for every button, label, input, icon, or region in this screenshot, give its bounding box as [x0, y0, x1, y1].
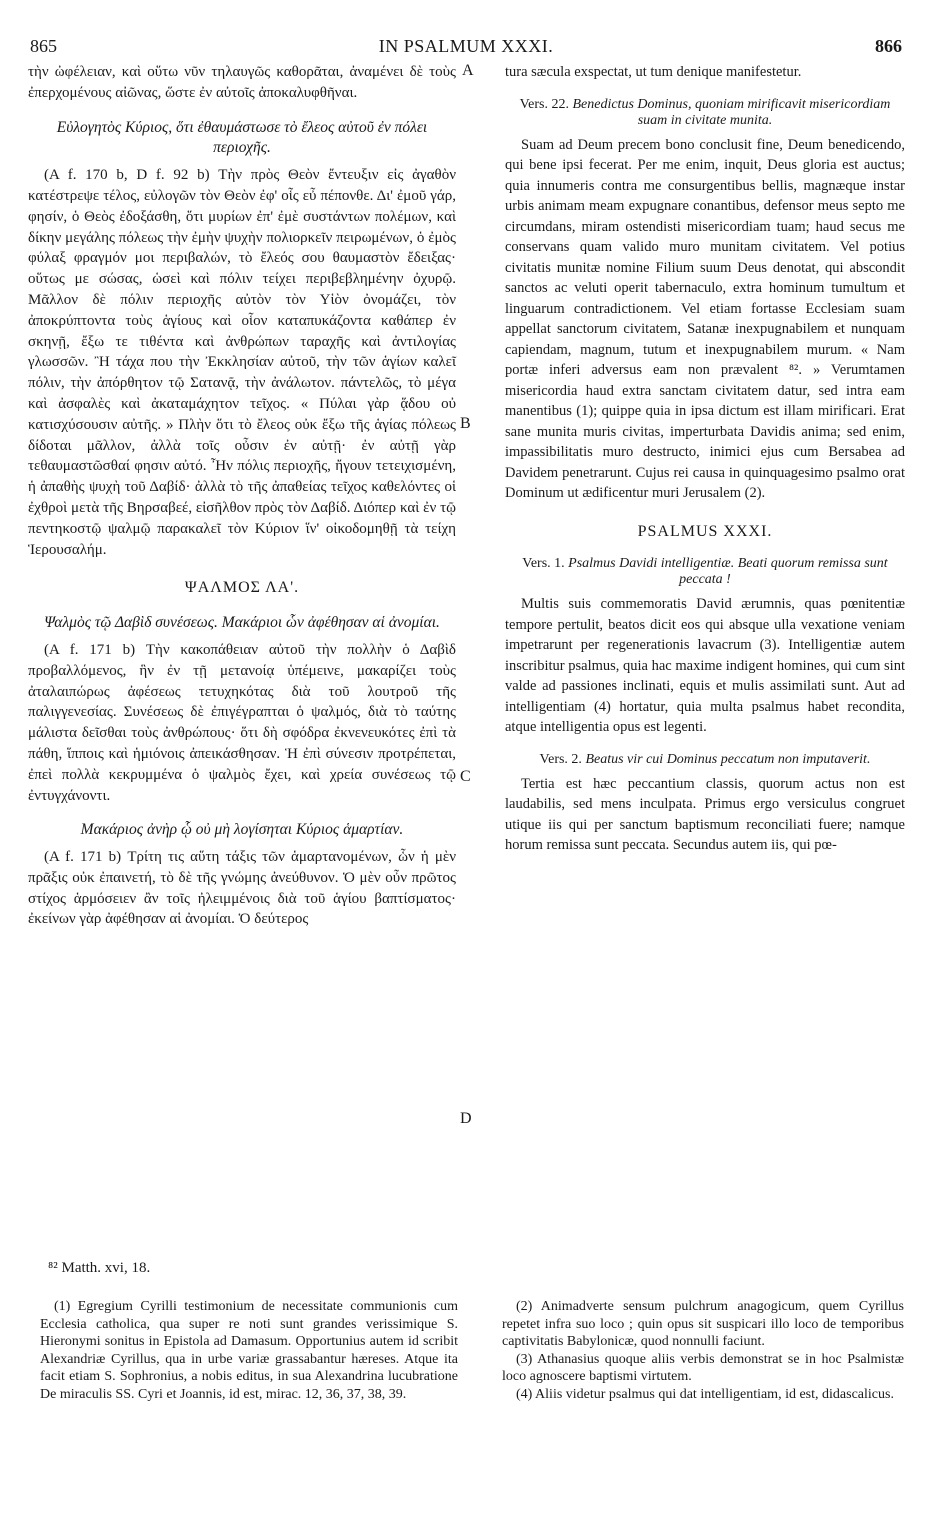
margin-marker-a: A	[462, 62, 474, 79]
page-number-left: 865	[30, 36, 57, 56]
greek-verse-heading-3: Μακάριος ἀνὴρ ᾧ οὐ μὴ λογίσηται Κύριος ἁμαρτίαν.	[80, 821, 404, 839]
greek-paragraph-4: (A f. 171 b) Τρίτη τις αὕτη τάξις τῶν ἁμαρτανομένων, ὧν ἡ μὲν πρᾶξις οὐκ ἐπαινετή, τὸ δὲ τῆς γνώμης ἀνεύθυνον. Ὁ μὲν οὖν πρῶτος στίχος ἁρμόσειεν ἂν τοῖς ἠλειμμένοις διὰ τοῦ ἁγίου βαπτίσματος· ἐκείνων γὰρ ἀφέθησαν αἱ ἀνομίαι. Ὁ δεύτερος	[28, 849, 456, 928]
latin-verse-heading-2	[505, 556, 905, 588]
page-number-right: 866	[875, 36, 902, 56]
note-3: (3) Athanasius quoque aliis verbis demonstrat se in hoc Psalmistæ loco agnoscere baptismi virtutem.	[502, 1351, 904, 1384]
verse-number: Vers. 1.	[522, 556, 565, 571]
running-title: IN PSALMUM XXXI.	[378, 36, 554, 56]
verse-number: Vers. 2.	[539, 751, 582, 767]
latin-verse-heading-1	[505, 97, 905, 129]
verse-number: Vers. 22.	[519, 96, 569, 112]
latin-paragraph-1: tura sæcula exspectat, ut tum denique manifestetur.	[505, 64, 802, 80]
greek-paragraph-2: (A f. 170 b, D f. 92 b) Τὴν πρὸς Θεὸν ἔντευξιν εἰς ἀγαθὸν κατέστρεψε τέλος, εὐλογῶν τὸν Θεὸν ἐφ' οἷς εὖ πέπονθε. Δι' ἐμοῦ γάρ, φησίν, ὁ Θεὸς ἐδοξάσθη, ὅτι μυρίων ἐπ' ἐμὲ συστάντων πολέμων, καὶ δίκην μεγάλης πόλεως τὴν ἐμὴν ψυχὴν πολιορκεῖν πειρωμένων, ὁ ἐμὸς φύλαξ φραγμόν μοι περιβαλών, τὸ ἔλεός σου θαυμαστὸν ἔδειξας· οὕτως με σώσας, ὡσεὶ καὶ πόλιν τείχει περιβεβλημένην ὀχυρῷ. Μᾶλλον δὲ πόλιν περιοχῆς αὐτὸν τὸν Υἱὸν ὀνομάζει, τὸν ἀποκρύπτοντα τοὺς ἁγίους καὶ οἷον καταπυκάζοντα καθάπερ ἐν σκηνῇ, ἔξω τε τιθέντα καὶ ἀνθρώπων ταραχῆς καὶ ἀντιλογίας γλωσσῶν. Ἢ τάχα που τὴν Ἐκκλησίαν αὐτοῦ, τὴν τῶν ἁγίων καλεῖ πόλιν, τὴν ἀπόρθητον τῷ Σατανᾷ, τὴν ἀνάλωτον. πάντελῶς, τὸ μέγα καὶ ἀσφαλὲς καὶ ἀκαταμάχητον τεῖχος. « Πύλαι γὰρ ᾅδου οὐ κατισχύσουσιν αὐτῆς. » Πλὴν ὅτι τὸ ἔλεος οὐκ ἔξω τῆς ἁγίας πόλεως δίδοται μᾶλλον, ἀλλὰ τοῖς οὖσιν ἐν αὐτῇ· ἐν αὐτῇ γὰρ τεθαυμαστῶσθαί φησιν αὐτό. Ἦν πόλις περιοχῆς, ἤγουν τετειχισμένη, ἡ ἀπαθὴς ψυχὴ τοῦ Δαβίδ· ἀλλὰ τὸ τῆς ἀπαθείας τεῖχος καθελόντες οἱ ἐχθροὶ μετὰ τῆς Βηρσαβεέ, εἰσῆλθον πρὸς τὸν Δαβίδ. Διόπερ καὶ ἐν τῷ πεντηκοστῷ ψαλμῷ παρακαλεῖ τὸν Κύριον ἵν' οἰκοδομηθῇ τὰ τείχη Ἱερουσαλήμ.	[28, 167, 456, 558]
running-header	[30, 36, 902, 58]
latin-paragraph-3: Multis suis commemoratis David ærumnis, quas pœnitentiæ tempore pertulit, beatos dicit eos qui absque ulla vexatione veniam impetrarunt per regenerationis lavacrum (3). Intelligentiæ autem inscribitur psalmus, quia hac maxime indigent homines, qui cum sint valde ad passiones inclinati, equis et mulis assimilati sunt. Aut ad intelligentiam (4) hortatur, quia multa psalmus habet recondita, atque intelligentia opus est legenti.	[505, 596, 905, 735]
notes-left	[40, 1298, 458, 1403]
verse-text: Psalmus Davidi intelligentiæ. Beati quorum remissa sunt peccata !	[568, 556, 888, 587]
note-1: (1) Egregium Cyrilli testimonium de necessitate communionis cum Ecclesia catholica, qua super re noti sunt grandes verissimique S. Hieronymi sonitus in Epistola ad Damasum. Opportunius autem id scribit Alexandriæ Cyrillus, qua in urbe variæ grassabantur hæreses. Atque ita facit etiam S. Sophronius, a nobis editus, in sua Alexandrina lucubratione De miraculis SS. Cyri et Joannis, id est, mirac. 12, 36, 37, 38, 39.	[40, 1299, 458, 1402]
latin-paragraph-2: Suam ad Deum precem bono conclusit fine, Deum benedicendo, qui bene ipsi fecerat. Per me enim, inquit, Deus gloria est auctus; quia innumeris contra me consurgentibus bellis, magnæque instar urbis animam meam expugnare conantibus, defensor meus septo me circumdans, miram ostendisti misericordiam tuam; haud secus me conservans quam valido muro munitam civitatem. Vel potius civitatis munitæ nomine Filium suum Deus denotat, qui abscondit sanctos ac veluti operit tabernaculo, extra hominum tumultum et linguarum contradictionem. Vel etiam fortasse Ecclesiam suam appellat sanctorum civitatem, Satanæ inexpugnabilem et nunquam capiendam, magnum, tutum et inexpugnabilem murum. « Nam portæ inferi adversus eam non prævalent ⁸². » Verumtamen misericordia haud extra sanctam civitatem datur, sed intra eam manentibus (1); quippe quia in ipsa dictum est illam mirificari. Erat sane munita muris civitas, imperturbata Davidis anima; sed enim, impassibilitatis muro destructo, inimici ejus cum Bersabea ad Davidem penetrarunt. Cujus rei causa in quinquagesimo psalmo orat Dominum ut ædificentur muri Jerusalem (2).	[505, 136, 905, 501]
greek-verse-heading-1: Εὐλογητὸς Κύριος, ὅτι ἐθαυμάστωσε τὸ ἔλεος αὐτοῦ ἐν πόλει περιοχῆς.	[56, 118, 428, 157]
verse-text: Benedictus Dominus, quoniam mirificavit misericordiam suam in civitate munita.	[572, 96, 891, 128]
latin-paragraph-4: Tertia est hæc peccantium classis, quorum actus non est laudabilis, sed mens inculpata. Primus ergo versiculus congruet utique iis qui per sanctum baptismum reconciliati fuere; namque horum remissa sunt peccata. Secundus autem iis, qui pœ-	[505, 775, 905, 853]
greek-paragraph-3: (A f. 171 b) Τὴν κακοπάθειαν αὐτοῦ τὴν πολλὴν ὁ Δαβὶδ προβαλλόμενος, ἣν ἐν τῇ μετανοίᾳ ὑπέμεινε, μακαρίζει τοὺς ἀταλαιπώρως ἀφέσεως τετυχηκότας διὰ τοῦ λουτροῦ τῆς παλιγγενεσίας. Συνέσεως δὲ ἐπιγέγραπται ὁ ψαλμός, διὰ τὸ ταύτης μάλιστα δεῖσθαι τοὺς ἀνθρώπους· ὅτι δὴ σφόδρα ἐκνενευκότες ἐπὶ τὰ πάθη, ἵπποις καὶ ἡμιόνοις ἀπεικάσθησαν. Ἡ ἐπὶ σύνεσιν προτρέπεται, ἐπεὶ πολλὰ κεκρυμμένα ὁ ψαλμὸς ἔχει, καὶ χρεία συνέσεως τῷ ἐντυγχάνοντι.	[28, 641, 456, 804]
verse-text: Beatus vir cui Dominus peccatum non imputaverit.	[585, 751, 871, 767]
latin-psalm-title: PSALMUS XXXI.	[637, 522, 773, 540]
margin-marker-d: D	[460, 1110, 472, 1127]
notes-right	[502, 1298, 904, 1403]
latin-verse-heading-3	[505, 752, 905, 768]
margin-marker-b: B	[460, 415, 471, 432]
greek-verse-heading-2: Ψαλμὸς τῷ Δαβὶδ συνέσεως. Μακάριοι ὧν ἀφέθησαν αἱ ἀνομίαι.	[44, 614, 440, 632]
note-4: (4) Aliis videtur psalmus qui dat intelligentiam, id est, didascalicus.	[516, 1386, 894, 1402]
note-2: (2) Animadverte sensum pulchrum anagogicum, quem Cyrillus repetet infra suo loco ; quin opus sit suspicari illo loco de temporibus captivitatis Babylonicæ, quod nonnulli faciunt.	[502, 1299, 904, 1349]
margin-marker-c: C	[460, 768, 471, 785]
latin-column	[505, 62, 905, 856]
greek-paragraph-1: τὴν ὠφέλειαν, καὶ οὕτω νῦν τηλαυγῶς καθορᾶται, ἀναμένει δὲ τοὺς ἐπερχομένους αἰῶνας, ὥστε ἐν αὐτοῖς ἀποκαλυφθῆναι.	[28, 64, 456, 101]
scripture-footnote: ⁸² Matth. xvi, 18.	[48, 1260, 151, 1276]
greek-column	[28, 62, 456, 930]
greek-psalm-title: ΨΑΛΜΟΣ ΛΑ'.	[184, 579, 300, 597]
